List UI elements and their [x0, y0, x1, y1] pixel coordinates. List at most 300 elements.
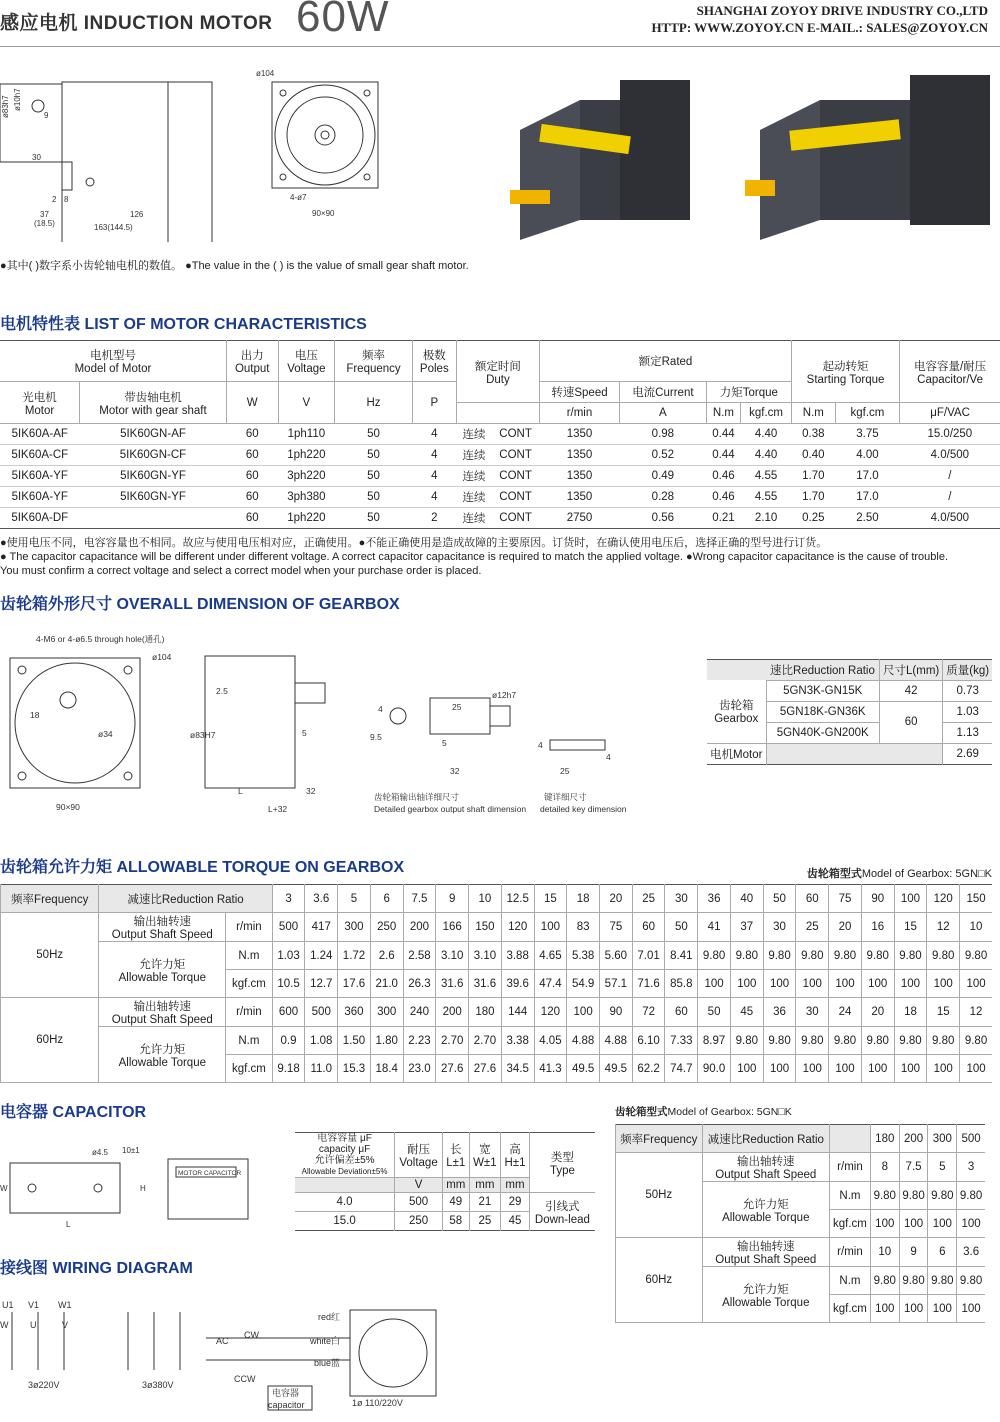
table-cell: 1ph220	[278, 445, 335, 466]
table-row	[1, 998, 993, 1027]
value-cell: 100	[957, 1210, 985, 1238]
table-cell: 60	[245, 512, 259, 524]
value-cell: 41	[698, 913, 731, 942]
table-row	[616, 1153, 986, 1182]
table-cell: 4.0/500	[930, 512, 970, 524]
ratio-cell: 120	[927, 885, 960, 913]
value-cell: 30	[763, 913, 796, 942]
th-hei: 高 H±1	[501, 1133, 530, 1178]
table-cell: 17.0	[835, 487, 899, 508]
dim-label: 8	[64, 195, 69, 204]
note-line: You must confirm a correct voltage and select a correct model when your purchase order is placed.	[0, 565, 482, 577]
gb-label: L	[238, 786, 243, 796]
ratio-cell: 300	[928, 1125, 957, 1153]
value-cell: 9.80	[957, 1267, 985, 1295]
table-row	[0, 445, 1000, 466]
table-cell: /	[900, 466, 1000, 487]
ratio-cell: 6	[370, 885, 403, 913]
unit-cell: kgf.cm	[830, 1210, 871, 1238]
value-cell: 60	[665, 998, 698, 1027]
gb-label: 5	[442, 738, 447, 748]
value-cell: 100	[763, 1055, 796, 1083]
value-cell: 9.80	[796, 942, 829, 970]
th-speed-unit: r/min	[539, 403, 619, 424]
mass-cell: 1.03	[943, 701, 992, 722]
cap-label: H	[140, 1184, 146, 1193]
value-cell: 12	[960, 998, 992, 1027]
shaft-caption-cn: 齿轮箱输出轴详细尺寸	[374, 792, 460, 802]
characteristics-notes	[0, 536, 1000, 578]
value-cell: 9.80	[894, 1027, 927, 1055]
value-cell: 100	[796, 970, 829, 998]
gearbox-mass-table	[707, 659, 992, 765]
gb-label: 4	[378, 704, 383, 714]
value-cell: 180	[469, 998, 502, 1027]
page-title: 感应电机 INDUCTION MOTOR	[0, 13, 273, 34]
table-cell: 5IK60GN-CF	[80, 445, 227, 466]
table-cell: 4	[412, 445, 456, 466]
th-torque-unit-kgf: kgf.cm	[741, 403, 792, 424]
blue-wire-label: blue蓝	[314, 1358, 341, 1368]
value-cell: 4.05	[534, 1027, 567, 1055]
value-cell: 9.80	[894, 942, 927, 970]
value-cell: 2.6	[370, 942, 403, 970]
value-cell: 39.6	[501, 970, 534, 998]
row-label: 允许力矩 Allowable Torque	[702, 1267, 830, 1323]
value-cell: 4.65	[534, 942, 567, 970]
cap-label: MOTOR CAPACITOR	[178, 1170, 242, 1177]
value-cell: 1.03	[272, 942, 305, 970]
value-cell: 36	[763, 998, 796, 1027]
value-cell: 2.23	[403, 1027, 436, 1055]
shaft-caption-en: Detailed gearbox output shaft dimension	[374, 804, 527, 814]
unit-cell: V	[395, 1178, 443, 1193]
dim-label: (18.5)	[34, 219, 55, 228]
value-cell: 9.80	[899, 1182, 928, 1210]
value-cell: 100	[894, 1055, 927, 1083]
th-frequency: 频率 Frequency	[335, 341, 413, 382]
value-cell: 360	[338, 998, 371, 1027]
ratio-cell: 36	[698, 885, 731, 913]
cw-label: CW	[244, 1330, 259, 1340]
value-cell: 100	[534, 913, 567, 942]
ratio-cell: 25	[632, 885, 665, 913]
table-cell: 2750	[566, 512, 593, 524]
table-cell	[830, 1125, 871, 1153]
frequency-cell: 60Hz	[616, 1238, 703, 1323]
th-poles-unit: P	[412, 382, 456, 424]
value-cell: 1.80	[370, 1027, 403, 1055]
value-cell: 100	[928, 1210, 957, 1238]
th-size: 尺寸L(mm)	[879, 660, 942, 681]
value-cell: 166	[436, 913, 469, 942]
table-cell: 连续	[456, 445, 491, 466]
gearbox-side	[205, 656, 295, 788]
unit-cell: mm	[442, 1178, 469, 1193]
value-cell: 75	[600, 913, 633, 942]
value-cell: 8	[870, 1153, 899, 1182]
th-motor: 光电机 Motor	[0, 382, 80, 424]
unit-cell: mm	[469, 1178, 501, 1193]
th-volt: 耐压 Voltage	[395, 1133, 443, 1178]
value-cell: 50	[665, 913, 698, 942]
mass-cell: 1.13	[943, 722, 992, 743]
value-cell: 144	[501, 998, 534, 1027]
value-cell: 9.80	[957, 1182, 985, 1210]
value-cell: 120	[534, 998, 567, 1027]
value-cell: 10	[960, 913, 992, 942]
th-wid: 宽 W±1	[469, 1133, 501, 1178]
company-contact: HTTP: WWW.ZOYOY.CN E-MAIL.: SALES@ZOYOY.CN	[651, 20, 988, 35]
table-cell: 5IK60A-CF	[0, 445, 80, 466]
gb-label: 25	[452, 702, 462, 712]
value-cell: 200	[436, 998, 469, 1027]
cap-label: ø4.5	[92, 1148, 109, 1157]
value-cell: 5	[928, 1153, 957, 1182]
table-cell: 5IK60GN-AF	[80, 424, 227, 445]
ratio-cell: 5GN3K-GN15K	[766, 680, 879, 701]
row-label: 允许力矩 Allowable Torque	[702, 1182, 830, 1238]
value-cell: 100	[861, 970, 894, 998]
value-cell: 500	[272, 913, 305, 942]
table-cell: CONT	[499, 512, 532, 524]
unit-cell: r/min	[830, 1238, 871, 1267]
characteristics-table	[0, 340, 1000, 529]
table-cell: 连续	[456, 466, 491, 487]
value-cell: 9.80	[870, 1182, 899, 1210]
value-cell: 2.70	[436, 1027, 469, 1055]
dim-label: 9	[44, 111, 49, 120]
table-cell: 0.46	[706, 487, 740, 508]
table-cell: 2	[431, 512, 438, 524]
value-cell: 10.5	[272, 970, 305, 998]
frequency-cell: 50Hz	[1, 913, 99, 998]
section-title-allowable-torque: 齿轮箱允许力矩 ALLOWABLE TORQUE ON GEARBOX	[0, 859, 405, 876]
table-cell: 60	[226, 424, 278, 445]
value-cell: 3	[957, 1153, 985, 1182]
row-label: 输出轴转速 Output Shaft Speed	[99, 998, 226, 1027]
ratio-cell: 18	[567, 885, 600, 913]
power-rating: 60W	[296, 0, 390, 41]
unit-cell: N.m	[830, 1267, 871, 1295]
value-cell: 37	[730, 913, 763, 942]
gearbox-model-label-2: 齿轮箱型式Model of Gearbox: 5GN□K	[615, 1106, 792, 1118]
cap-cell: 21	[469, 1193, 501, 1212]
value-cell: 2.58	[403, 942, 436, 970]
table-cell: 5IK60A-DF	[11, 512, 69, 524]
value-cell: 100	[796, 1055, 829, 1083]
value-cell: 9.18	[272, 1055, 305, 1083]
frequency-cell: 60Hz	[1, 998, 99, 1083]
table-row	[0, 508, 1000, 529]
value-cell: 9.80	[928, 1182, 957, 1210]
mass-cell: 0.73	[943, 680, 992, 701]
th-torque: 力矩Torque	[706, 382, 791, 403]
cap-cell: 29	[501, 1193, 530, 1212]
cap-cell: 45	[501, 1212, 530, 1231]
value-cell: 9.80	[763, 942, 796, 970]
unit-cell: r/min	[226, 913, 272, 942]
th-capacitor: 电容容量/耐压 Capacitor/Ve	[900, 341, 1000, 403]
key-caption-cn: 键详细尺寸	[544, 792, 587, 802]
table-cell: 5IK60A-AF	[0, 424, 80, 445]
cap-label: W	[0, 1184, 8, 1193]
value-cell: 9.80	[796, 1027, 829, 1055]
value-cell: 18	[894, 998, 927, 1027]
table-cell: 0.49	[620, 466, 707, 487]
table-cell: 0.40	[791, 445, 835, 466]
value-cell: 1.50	[338, 1027, 371, 1055]
ratio-cell: 90	[861, 885, 894, 913]
value-cell: 100	[861, 1055, 894, 1083]
value-cell: 9.80	[698, 942, 731, 970]
value-cell: 7.5	[899, 1153, 928, 1182]
value-cell: 7.33	[665, 1027, 698, 1055]
value-cell: 120	[501, 913, 534, 942]
table-cell: CONT	[492, 424, 540, 445]
value-cell: 9.80	[960, 1027, 992, 1055]
value-cell: 2.70	[469, 1027, 502, 1055]
value-cell: 5.60	[600, 942, 633, 970]
cap-cell: 250	[395, 1212, 443, 1231]
value-cell: 100	[899, 1210, 928, 1238]
table-cell: 0.21	[712, 512, 735, 524]
note-line: ● The capacitor capacitance will be different under different voltage. A correct capacitor capacitance is required to match the applied voltage. ●Wrong capacitor capacitance is the cause of trouble.	[0, 551, 949, 563]
value-cell: 9.80	[927, 942, 960, 970]
caption-220: 3ø220V	[28, 1380, 60, 1390]
table-cell: 3.75	[835, 424, 899, 445]
value-cell: 31.6	[436, 970, 469, 998]
ratio-cell: 3.6	[305, 885, 338, 913]
value-cell: 1.72	[338, 942, 371, 970]
th-freq-unit: Hz	[335, 382, 413, 424]
value-cell: 11.0	[305, 1055, 338, 1083]
value-cell: 18.4	[370, 1055, 403, 1083]
row-label: 输出轴转速 Output Shaft Speed	[99, 913, 226, 942]
table-cell: 5IK60A-YF	[0, 487, 80, 508]
ratio-cell: 75	[829, 885, 862, 913]
th-duty: 额定时间 Duty	[456, 341, 539, 403]
ratio-cell: 50	[763, 885, 796, 913]
table-row	[616, 1238, 986, 1267]
value-cell: 600	[272, 998, 305, 1027]
gb-label: 4	[538, 740, 543, 750]
ratio-cell: 5	[338, 885, 371, 913]
table-cell: 50	[335, 445, 413, 466]
value-cell: 6.10	[632, 1027, 665, 1055]
motor-label: 电机Motor	[707, 743, 766, 764]
gb-label: 32	[306, 786, 316, 796]
cap-cell: 4.0	[295, 1193, 395, 1212]
ratio-cell: 10	[469, 885, 502, 913]
table-cell: 连续	[456, 487, 491, 508]
value-cell: 100	[928, 1295, 957, 1323]
value-cell: 45	[730, 998, 763, 1027]
unit-cell: N.m	[226, 942, 272, 970]
ac-label: AC	[216, 1336, 229, 1346]
value-cell: 41.3	[534, 1055, 567, 1083]
table-cell: 4.00	[835, 445, 899, 466]
value-cell: 3.6	[957, 1238, 985, 1267]
table-cell: 1ph110	[278, 424, 335, 445]
value-cell: 15	[894, 913, 927, 942]
table-cell: 2.50	[856, 512, 879, 524]
th-current: 电流Current	[620, 382, 707, 403]
ratio-cell: 60	[796, 885, 829, 913]
value-cell: 62.2	[632, 1055, 665, 1083]
value-cell: 31.6	[469, 970, 502, 998]
table-cell: 1350	[539, 424, 619, 445]
th-voltage-unit: V	[278, 382, 335, 424]
dim-label: 90×90	[312, 209, 335, 218]
table-cell: CONT	[492, 466, 540, 487]
value-cell: 50	[698, 998, 731, 1027]
table-cell: 15.0/250	[900, 424, 1000, 445]
value-cell: 100	[829, 1055, 862, 1083]
ratio-cell: 40	[730, 885, 763, 913]
value-cell: 85.8	[665, 970, 698, 998]
th-starting: 起动转矩 Starting Torque	[791, 341, 899, 403]
size-cell: 42	[879, 680, 942, 701]
table-cell: 60	[226, 445, 278, 466]
th-start-unit-kgf: kgf.cm	[835, 403, 899, 424]
table-cell: 0.52	[620, 445, 707, 466]
value-cell: 60	[632, 913, 665, 942]
wire-label: V1	[28, 1300, 40, 1310]
gearbox-label: 齿轮箱 Gearbox	[707, 680, 766, 743]
dim-label: 2	[52, 195, 57, 204]
gb-label: 18	[30, 710, 40, 720]
value-cell: 27.6	[436, 1055, 469, 1083]
gb-label: 25	[560, 766, 570, 776]
table-cell: 4	[412, 424, 456, 445]
value-cell: 9.80	[829, 942, 862, 970]
table-cell: 50	[335, 424, 413, 445]
ratio-cell: 150	[960, 885, 992, 913]
motor-photo-1	[510, 80, 690, 240]
gb-label: 5	[302, 728, 307, 738]
table-cell: 4.0/500	[900, 445, 1000, 466]
th-type: 类型 Type	[529, 1133, 595, 1193]
value-cell: 20	[861, 998, 894, 1027]
th-model: 电机型号 Model of Motor	[0, 341, 226, 382]
table-row	[1, 1027, 993, 1055]
value-cell: 90	[600, 998, 633, 1027]
th-speed: 转速Speed	[539, 382, 619, 403]
row-label: 输出轴转速 Output Shaft Speed	[702, 1153, 830, 1182]
table-cell: 1350	[539, 487, 619, 508]
cap-label: L	[66, 1220, 71, 1229]
table-cell: /	[900, 487, 1000, 508]
value-cell: 20	[829, 913, 862, 942]
value-cell: 15	[927, 998, 960, 1027]
value-cell: 100	[960, 1055, 992, 1083]
table-cell: 0.38	[791, 424, 835, 445]
table-cell: 4	[412, 487, 456, 508]
value-cell: 5.38	[567, 942, 600, 970]
unit-cell: kgf.cm	[226, 1055, 272, 1083]
value-cell: 15.3	[338, 1055, 371, 1083]
cap-cell: 15.0	[295, 1212, 395, 1231]
value-cell: 90.0	[698, 1055, 731, 1083]
value-cell: 300	[370, 998, 403, 1027]
table-cell: 5IK60GN-YF	[80, 487, 227, 508]
value-cell: 9.80	[861, 942, 894, 970]
red-wire-label: red红	[318, 1312, 341, 1322]
ratio-cell: 5GN18K-GN36K	[766, 701, 879, 722]
table-cell: 1.70	[791, 487, 835, 508]
ratio-cell: 20	[600, 885, 633, 913]
row-label: 允许力矩 Allowable Torque	[99, 942, 226, 998]
ratio-header-row	[616, 1125, 986, 1153]
value-cell: 49.5	[567, 1055, 600, 1083]
key-caption-en: detailed key dimension	[540, 804, 627, 814]
ratio-cell: 15	[534, 885, 567, 913]
table-cell: 0.56	[651, 512, 675, 524]
value-cell: 100	[927, 970, 960, 998]
type-value: 引线式 Down-lead	[534, 1200, 590, 1226]
white-wire-label: white白	[310, 1336, 341, 1346]
wire-label: W	[0, 1320, 9, 1330]
th-cap-unit: μF/VAC	[900, 403, 1000, 424]
motor-photos	[500, 60, 1000, 260]
gb-label: 90×90	[56, 802, 80, 812]
table-cell	[80, 508, 227, 529]
th-output-unit: W	[226, 382, 278, 424]
th-ratio: 速比Reduction Ratio	[766, 660, 879, 681]
unit-cell: N.m	[226, 1027, 272, 1055]
value-cell: 500	[305, 998, 338, 1027]
value-cell: 0.9	[272, 1027, 305, 1055]
gb-label: L+32	[268, 804, 288, 814]
th-len: 长 L±1	[442, 1133, 469, 1178]
value-cell: 100	[957, 1295, 985, 1323]
table-cell: CONT	[492, 487, 540, 508]
cap-label: 10±1	[122, 1146, 140, 1155]
table-cell: 1.70	[791, 466, 835, 487]
value-cell: 8.41	[665, 942, 698, 970]
ratio-cell: 12.5	[501, 885, 534, 913]
value-cell: 100	[730, 1055, 763, 1083]
th-frequency: 频率Frequency	[616, 1125, 703, 1153]
th-voltage: 电压 Voltage	[278, 341, 335, 382]
table-cell: 0.46	[706, 466, 740, 487]
value-cell: 150	[469, 913, 502, 942]
value-cell: 25	[796, 913, 829, 942]
th-current-unit: A	[620, 403, 707, 424]
wire-label: V	[62, 1320, 69, 1330]
value-cell: 100	[870, 1210, 899, 1238]
cap-cell: 500	[395, 1193, 443, 1212]
section-title-capacitor: 电容器 CAPACITOR	[0, 1104, 147, 1121]
table-cell: 1350	[539, 466, 619, 487]
ratio-cell: 500	[957, 1125, 985, 1153]
value-cell: 54.9	[567, 970, 600, 998]
table-cell: 5IK60GN-YF	[80, 466, 227, 487]
unit-cell: mm	[501, 1178, 530, 1193]
value-cell: 6	[928, 1238, 957, 1267]
value-cell: 4.88	[600, 1027, 633, 1055]
ratio-cell: 100	[894, 885, 927, 913]
gearbox-drawing	[0, 628, 640, 823]
value-cell: 26.3	[403, 970, 436, 998]
th-frequency: 频率Frequency	[1, 885, 99, 913]
ratio-cell: 30	[665, 885, 698, 913]
value-cell: 9.80	[960, 942, 992, 970]
dim-label: 37	[40, 210, 49, 219]
value-cell: 9.80	[928, 1267, 957, 1295]
value-cell: 417	[305, 913, 338, 942]
